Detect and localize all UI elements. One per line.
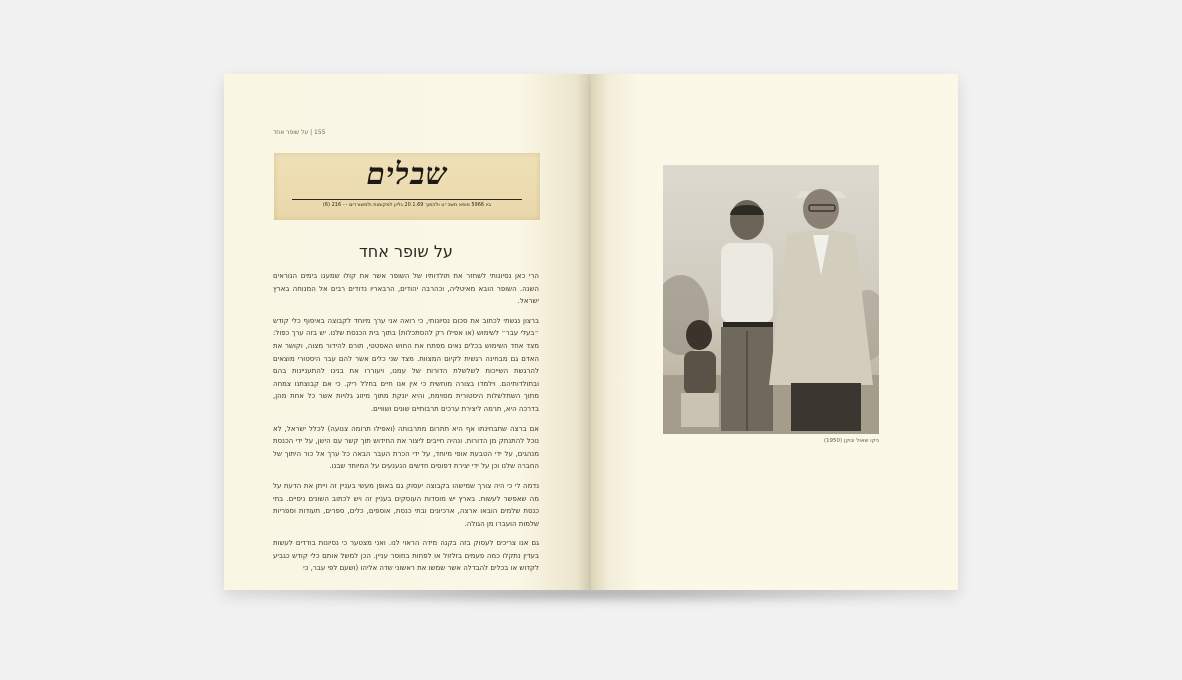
left-page — [224, 74, 591, 590]
paragraph: ברצון נגשתי לכתוב את סכום נסיונותי, כי רואה אני ערך מיוחד לקבוצה באיסוף כלי קודש ״בעלי עבר״ לשימוש (או אפילו רק להסתכלות) בתוך בית הכנסת שלנו. יש בזה ערך כפול: מצד אחד השימוש בכלים נאים מפתח את החוש האסטטי, תורם להידור מצוה, וקושר את האדם גם מבחינה רגשית לקיום המצוות. מצד שני כלים אשר להם עבר היסטורי מוצאים להרגשת השייכות לשלשלת הדורות של עמנו, ויעוררו את בנינו להתעניינות בהם ובתולדותיהם. וילמדו בצורה מוחשית כי אין אנו חיים בחלל ריק. כי אם קבוצתנו צמחה מתוך השתלשלות היסטורית מסוימת, והיא יונקת מתוך מיזוג גלויות אשר כל אחת מהן, בדרכה היא, תרמה ליצירת ערכים תרבותיים שונים ושוויים. — [273, 316, 539, 413]
newspaper-title: שבלים — [366, 157, 448, 192]
newspaper-masthead-clipping — [274, 153, 540, 220]
photo-caption: ניקו שאול ונוקן (1950) — [823, 438, 879, 444]
right-page — [591, 74, 958, 590]
paragraph: גם אנו צריכים לעסוק בזה בקנה מידה הראוי לנו. ואני מצטער כי נסיונות בודדים לעשות בעדין נתקלו כמה פעמים בזלזול או לפחות בחוסר עניין. הכן למשל אותם כלי קודש כגביע לקדוש או בכלים להבדלה אשר שמשו את ראשוני שדה אליהו (ושעם לפי עבר, כי — [273, 539, 539, 573]
historical-photograph — [663, 165, 879, 434]
paragraph: אם ברצה שתבחינתו אף היא תתרום מתרבותה (ואפילו תרומה צנועה) לכלל ישראל, לא נוכל להתנתק מן הדורות. ונהיה חייבים ליצור את החידוש תוך קשר עם הישן, על ידי הכנסת מנהגים, על ידי הטבעת אופי מיוחד, על ידי הכרת העבר הבאה כל ערך אל כור היתוך של החברה שלנו וכן על ידי יצירת דפוסים חדשים הנענעים על המיוחד שבנו. — [273, 424, 539, 471]
open-book — [224, 74, 958, 590]
masthead-rule — [292, 199, 522, 200]
running-head: 155 | על שופר אחד — [273, 129, 326, 136]
paragraph: נדמה לי כי היה צורך שמישהו בקבוצה יעסוק גם באופן מעשי בעניין זה וייתן את הדעת על מה שאפשר לעשות. בארץ יש מוסדות העוסקים בעניין זה ויש לכתוב השונים ניסיים. בתי כנסת שלמים הובאו ארצה, ארכיונים ובתי כנסת, אוספים, כלים, ספרים, תעודות וספריות שלמות הועברו מן הגולה. — [273, 481, 539, 528]
article-body — [273, 270, 539, 582]
paragraph: הרי כאן נסיונותי לשחזר את תולדותיו של השופר אשר את קולו שמענו בימים הנוראים השנה. השופר הובא מאיטליה, וכהרבה יהודים, הרבאריו נדודים רבים אל המנוחה בארץ ישראל. — [273, 272, 539, 306]
article-title: על שופר אחד — [359, 242, 453, 261]
newspaper-subtitle: ביו 5966 פופא תשכ״ט ולהפוך 20.1.69 גליון למקומות ולמשוררים ··· 216 (6) — [322, 202, 492, 208]
photo-illustration — [663, 165, 879, 434]
